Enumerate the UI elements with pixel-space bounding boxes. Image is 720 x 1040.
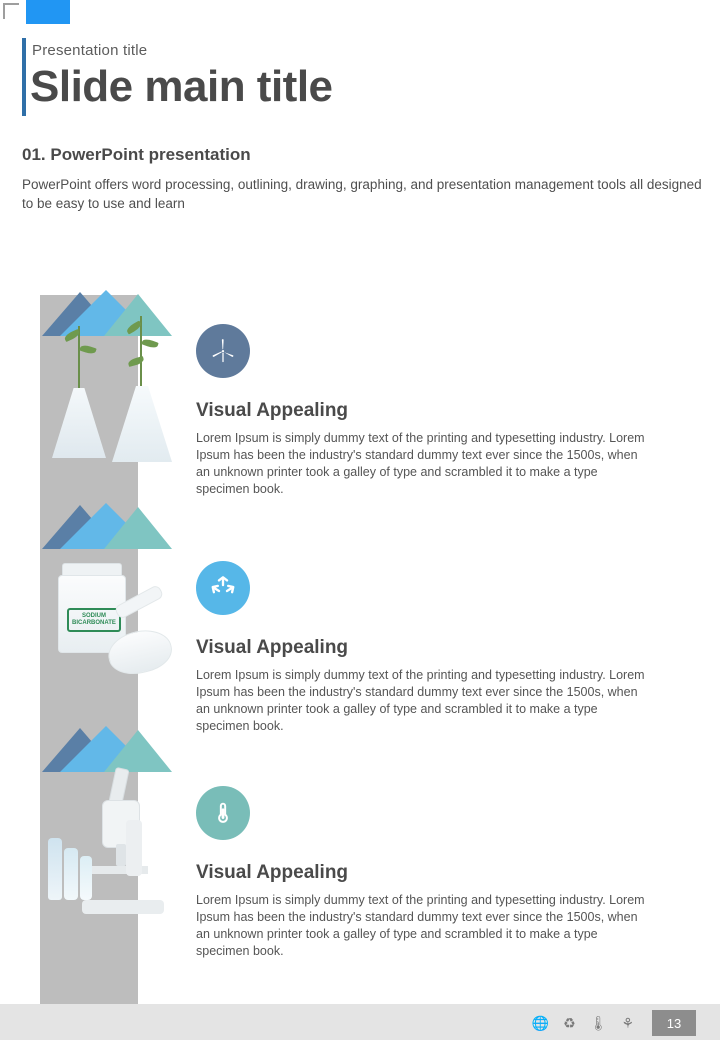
microscope-objective bbox=[116, 844, 126, 866]
microscope-and-sample-bottles-photo bbox=[46, 760, 196, 940]
page-number-badge: 13 bbox=[652, 1010, 696, 1036]
thermometer-icon bbox=[196, 786, 250, 840]
wind-turbine-icon bbox=[196, 324, 250, 378]
section-heading: 01. PowerPoint presentation bbox=[22, 145, 251, 164]
block-title: Visual Appealing bbox=[196, 400, 349, 421]
triangle-cluster-2 bbox=[42, 505, 172, 553]
footer-icon-group bbox=[532, 1015, 634, 1032]
flask-body bbox=[112, 386, 172, 462]
flask-body bbox=[52, 388, 106, 458]
title-accent-rule bbox=[22, 38, 26, 116]
sodium-bicarbonate-jar-and-scoop-photo bbox=[44, 555, 189, 705]
plant-stem bbox=[78, 326, 80, 388]
globe-icon[interactable]: 🌐 bbox=[531, 1015, 550, 1031]
microscope-arm bbox=[126, 820, 142, 876]
slide-footer bbox=[0, 1004, 720, 1040]
presentation-title-eyebrow: Presentation title bbox=[32, 42, 148, 59]
block-title: Visual Appealing bbox=[196, 862, 349, 883]
page-corner-top-left bbox=[3, 3, 19, 19]
section-body-text: PowerPoint offers word processing, outlining, drawing, graphing, and presentation management tools all designed to be easy to use and learn bbox=[22, 177, 702, 211]
page-title: Slide main title bbox=[30, 62, 333, 111]
plant-leaf bbox=[79, 344, 96, 356]
thermometer-icon[interactable]: 🌡 bbox=[589, 1015, 608, 1031]
sample-bottle bbox=[48, 838, 62, 900]
sample-bottle bbox=[64, 848, 78, 900]
erlenmeyer-flasks-with-seedlings-photo bbox=[44, 312, 184, 482]
triangle-teal bbox=[104, 507, 172, 549]
plant-stem bbox=[140, 316, 142, 386]
microscope-base bbox=[82, 900, 164, 914]
sample-bottle bbox=[80, 856, 92, 900]
sprout-icon[interactable]: ⚘ bbox=[621, 1015, 634, 1031]
recycle-icon[interactable]: ♻ bbox=[563, 1015, 576, 1031]
block-text: Lorem Ipsum is simply dummy text of the printing and typesetting industry. Lorem Ipsum has been the industry's standard dummy text ever since the 1500s, when an unknown printer took a galley of type and scrambled it to make a type specimen book. bbox=[196, 431, 645, 496]
block-text: Lorem Ipsum is simply dummy text of the printing and typesetting industry. Lorem Ipsum has been the industry's standard dummy text ever since the 1500s, when an unknown printer took a galley of type and scrambled it to make a type specimen book. bbox=[196, 893, 645, 958]
recycle-icon bbox=[196, 561, 250, 615]
plant-leaf bbox=[141, 337, 158, 349]
accent-square bbox=[26, 0, 70, 24]
block-text: Lorem Ipsum is simply dummy text of the printing and typesetting industry. Lorem Ipsum has been the industry's standard dummy text ever since the 1500s, when an unknown printer took a galley of type and scrambled it to make a type specimen book. bbox=[196, 668, 645, 733]
plant-leaf bbox=[127, 356, 144, 367]
jar-label: SODIUM BICARBONATE bbox=[67, 608, 121, 632]
block-title: Visual Appealing bbox=[196, 637, 349, 658]
